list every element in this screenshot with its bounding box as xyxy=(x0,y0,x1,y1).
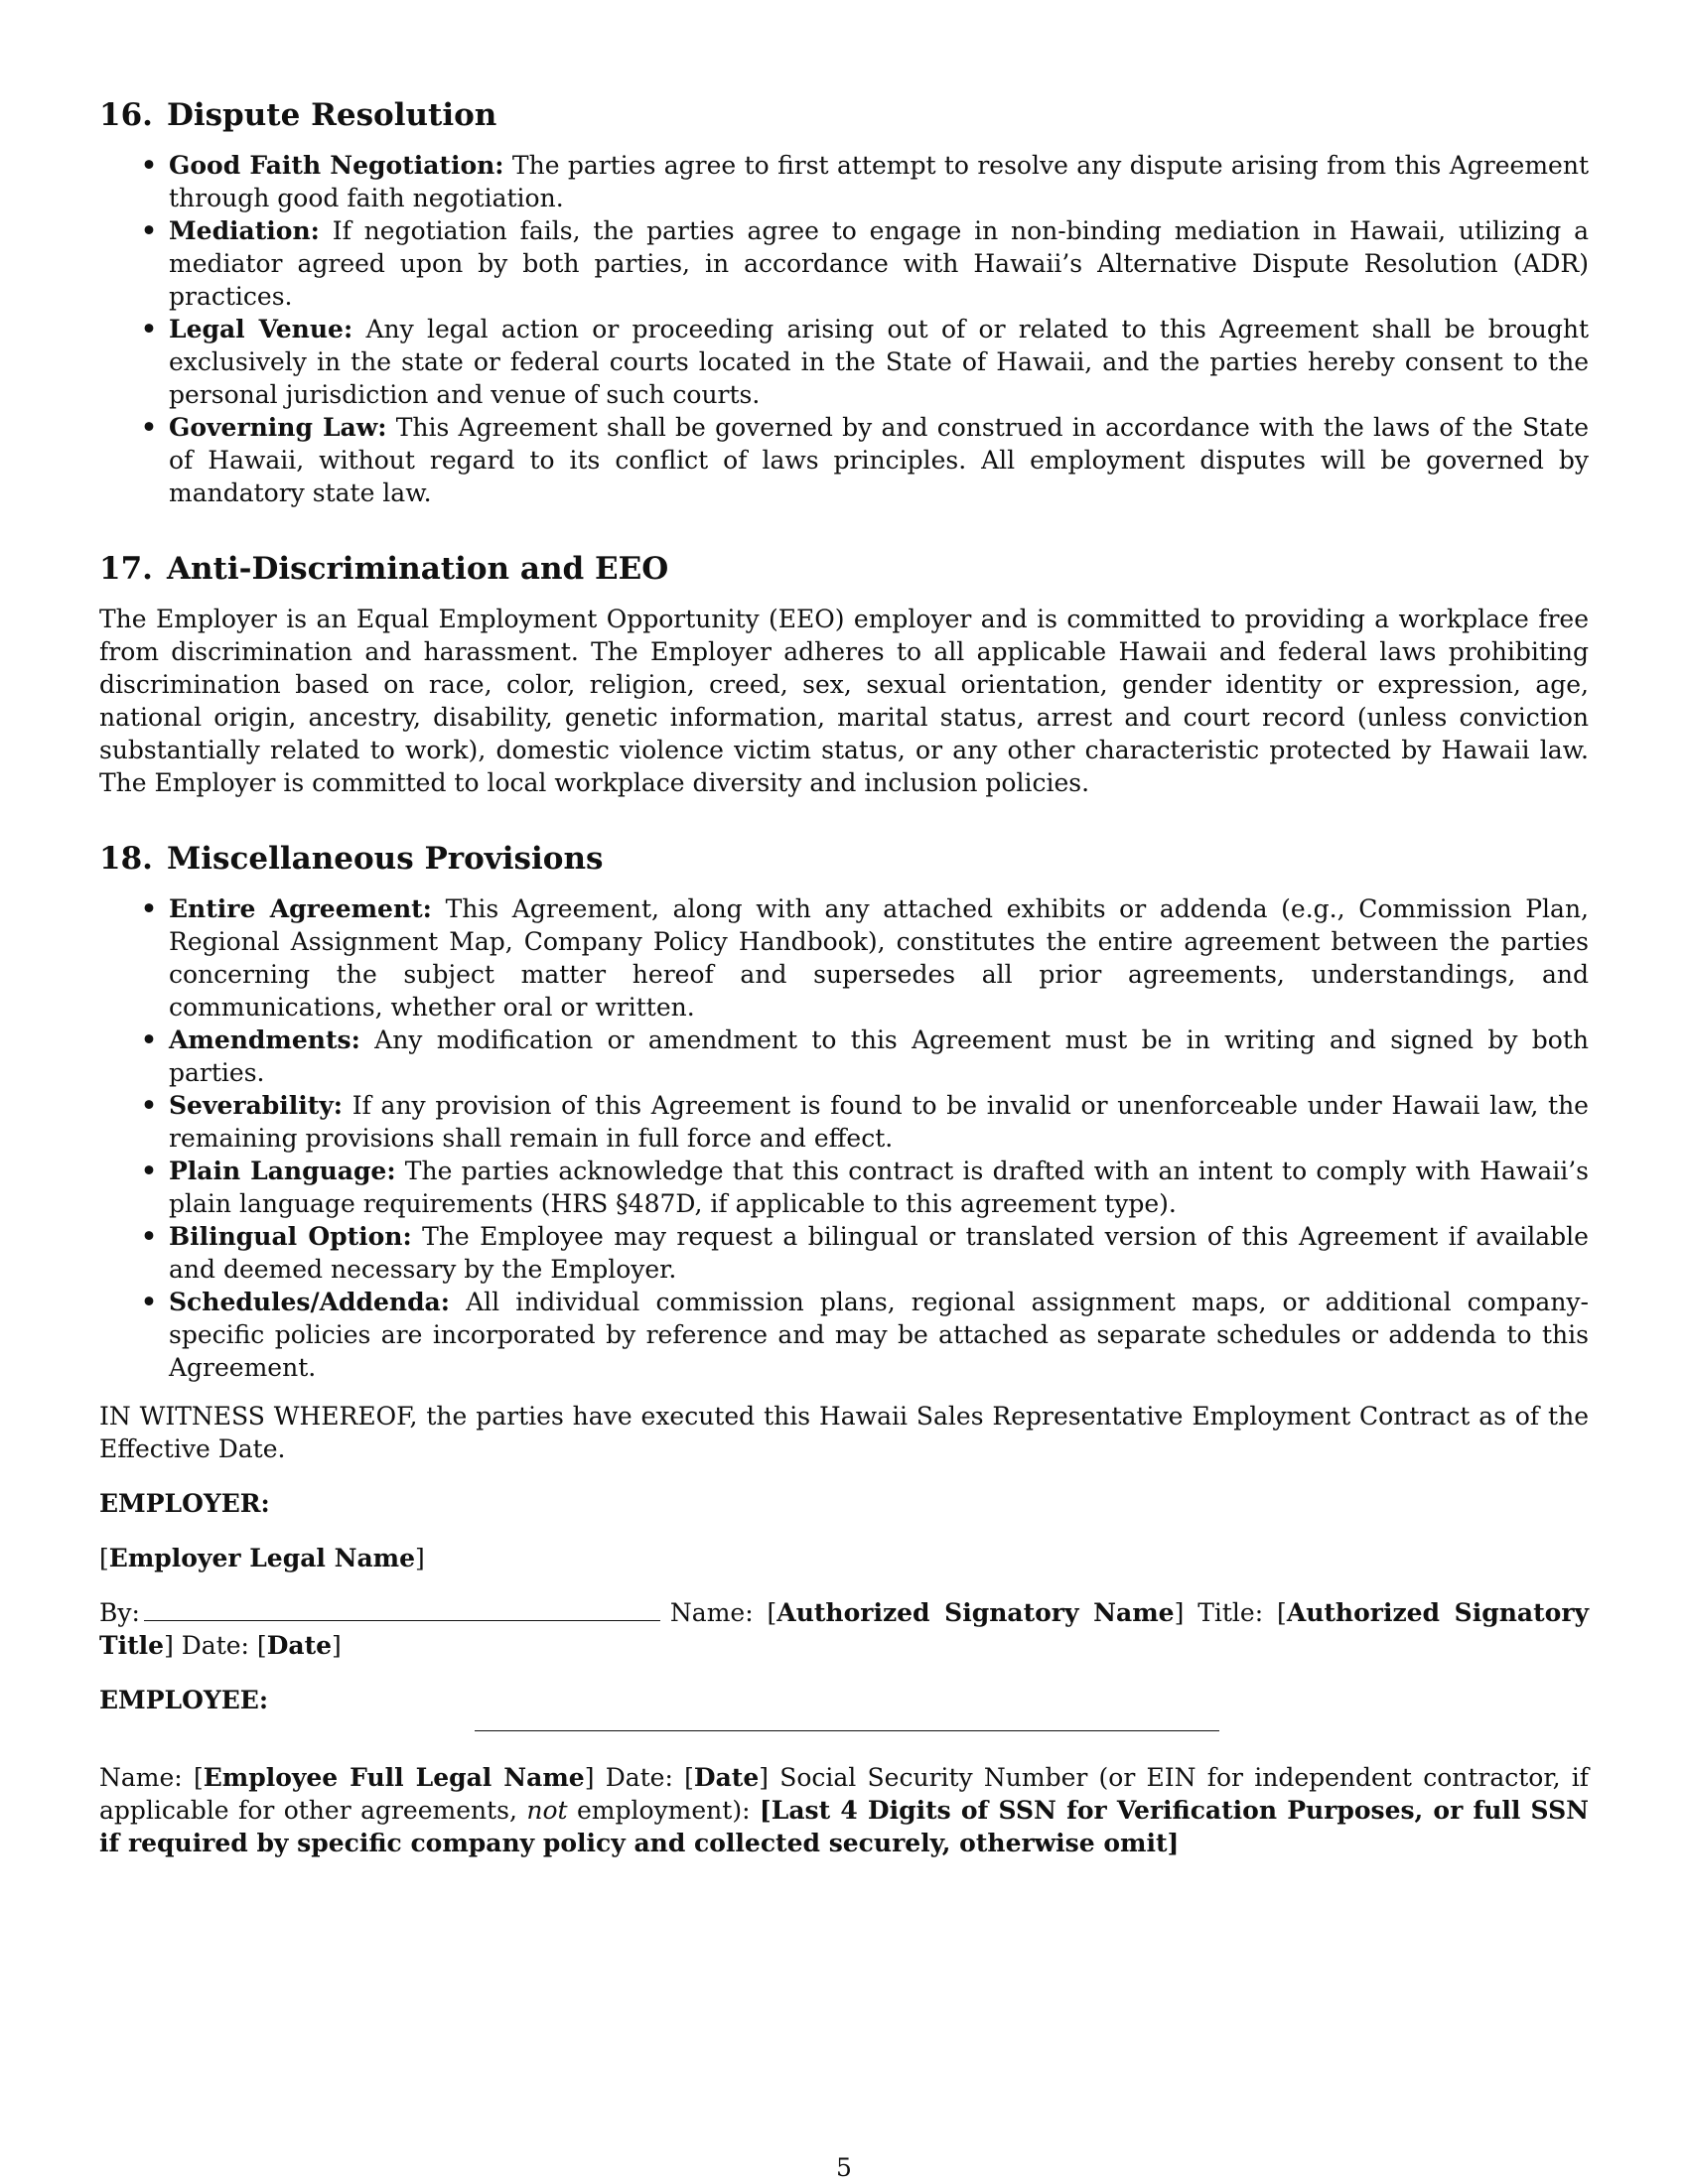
employee-date-value: Date xyxy=(693,1763,760,1792)
item-label: Entire Agreement: xyxy=(169,894,432,923)
item-label: Severability: xyxy=(169,1091,344,1120)
dispute-resolution-list xyxy=(99,149,1589,509)
item-text: All individual commission plans, regional assignment maps, or additional company-specific policies are incorporated by reference and may be attached as separate schedules or addenda to this Agreement. xyxy=(169,1288,1589,1382)
bullet-icon: • xyxy=(141,216,157,245)
item-text: This Agreement, along with any attached exhibits or addenda (e.g., Commission Plan, Regional Assignment Map, Company Policy Handbook), constitutes the entire agreement between the parties concerning the subject matter hereof and supersedes all prior agreements, understandings, and communications, whether oral or written. xyxy=(169,894,1589,1022)
signatory-name-value: Authorized Signatory Name xyxy=(776,1598,1175,1627)
ssn-label: Social Security Number (or EIN for independent contractor, if applicable for other agreements, xyxy=(99,1763,1589,1825)
list-item xyxy=(99,313,1589,411)
item-label: Bilingual Option: xyxy=(169,1222,412,1251)
section-title: Anti-Discrimination and EEO xyxy=(166,551,669,587)
ssn-value: Last 4 Digits of SSN for Verification Purposes, or full SSN if required by specific company policy and collected securely, otherwise omit xyxy=(99,1796,1589,1857)
list-item xyxy=(99,1089,1589,1155)
misc-provisions-list xyxy=(99,892,1589,1384)
item-label: Plain Language: xyxy=(169,1157,396,1185)
list-item xyxy=(99,1286,1589,1384)
list-item xyxy=(99,149,1589,214)
ssn-label-not: not xyxy=(526,1796,568,1825)
item-text: If negotiation fails, the parties agree to engage in non-binding mediation in Hawaii, utilizing a mediator agreed upon by both parties, in accordance with Hawaii’s Alternative Dispute Resolution (ADR) practices. xyxy=(169,216,1589,311)
witness-paragraph: IN WITNESS WHEREOF, the parties have executed this Hawaii Sales Representative Employment Contract as of the Effective Date. xyxy=(99,1402,1589,1463)
list-item xyxy=(99,214,1589,313)
document-page xyxy=(99,95,1589,1859)
item-text: This Agreement shall be governed by and construed in accordance with the laws of the State of Hawaii, without regard to its conflict of laws principles. All employment disputes will be governed by mandatory state law. xyxy=(169,413,1589,507)
section-title: Miscellaneous Provisions xyxy=(166,841,604,877)
employee-name-value: Employee Full Legal Name xyxy=(203,1763,585,1792)
employer-signature-block: By: Name: [Authorized Signatory Name] Title: [Authorized Signatory Title] Date: [Date] xyxy=(99,1598,1590,1660)
item-text: If any provision of this Agreement is found to be invalid or unenforceable under Hawaii law, the remaining provisions shall remain in full force and effect. xyxy=(169,1091,1589,1153)
list-item xyxy=(99,1220,1589,1286)
item-label: Legal Venue: xyxy=(169,315,353,343)
employee-name-label: Name: xyxy=(99,1763,183,1792)
signatory-title-value: Authorized Signatory Title xyxy=(99,1598,1590,1660)
bullet-icon: • xyxy=(141,1091,157,1120)
bullet-icon: • xyxy=(141,1025,157,1054)
date-label: Date: xyxy=(181,1631,249,1660)
item-label: Amendments: xyxy=(169,1025,360,1054)
item-label: Mediation: xyxy=(169,216,320,245)
employer-legal-name: [Employer Legal Name] xyxy=(99,1544,425,1572)
employer-signature-line[interactable] xyxy=(144,1598,660,1621)
employee-heading: EMPLOYEE: xyxy=(99,1686,269,1714)
bullet-icon: • xyxy=(141,1222,157,1251)
list-item xyxy=(99,411,1589,509)
item-text: Any modification or amendment to this Agreement must be in writing and signed by both parties. xyxy=(169,1025,1589,1087)
page-number: 5 xyxy=(836,2153,852,2182)
employee-details: Name: [Employee Full Legal Name] Date: [Date] Social Security Number (or EIN for independent contractor, if applicable for other agreements, not employment): [Last 4 Digits of SSN for Verification Purposes, or full SSN if required by specific company policy and collected securely, otherwise omit] xyxy=(99,1763,1589,1857)
by-label: By: xyxy=(99,1598,140,1627)
list-item xyxy=(99,892,1589,1024)
employee-signature-line[interactable] xyxy=(475,1730,1219,1731)
list-item xyxy=(99,1155,1589,1220)
item-text: Any legal action or proceeding arising out of or related to this Agreement shall be brought exclusively in the state or federal courts located in the State of Hawaii, and the parties hereby consent to the personal jurisdiction and venue of such courts. xyxy=(169,315,1590,409)
bullet-icon: • xyxy=(141,315,157,343)
employee-date-label: Date: xyxy=(605,1763,673,1792)
section-number: 16. xyxy=(99,97,153,133)
item-label: Governing Law: xyxy=(169,413,387,442)
bullet-icon: • xyxy=(141,894,157,923)
section-17-heading xyxy=(99,549,1589,589)
bullet-icon: • xyxy=(141,413,157,442)
employer-heading: EMPLOYER: xyxy=(99,1489,270,1518)
ssn-label-end: employment): xyxy=(577,1796,751,1825)
item-label: Good Faith Negotiation: xyxy=(169,151,504,180)
section-16-heading xyxy=(99,95,1589,135)
item-text: The parties acknowledge that this contract is drafted with an intent to comply with Hawaii’s plain language requirements (HRS §487D, if applicable to this agreement type). xyxy=(169,1157,1589,1218)
bullet-icon: • xyxy=(141,1288,157,1316)
item-text: The Employee may request a bilingual or translated version of this Agreement if available and deemed necessary by the Employer. xyxy=(169,1222,1589,1284)
item-label: Schedules/Addenda: xyxy=(169,1288,450,1316)
title-label: Title: xyxy=(1197,1598,1264,1627)
section-number: 17. xyxy=(99,551,153,587)
section-title: Dispute Resolution xyxy=(166,97,497,133)
bullet-icon: • xyxy=(141,151,157,180)
name-label: Name: xyxy=(669,1598,754,1627)
employer-legal-name-value: Employer Legal Name xyxy=(108,1544,416,1572)
list-item xyxy=(99,1024,1589,1089)
section-18-heading xyxy=(99,839,1589,879)
employer-date-value: Date xyxy=(266,1631,333,1660)
bullet-icon: • xyxy=(141,1157,157,1185)
item-text: The parties agree to first attempt to resolve any dispute arising from this Agreement through good faith negotiation. xyxy=(169,151,1589,212)
section-number: 18. xyxy=(99,841,153,877)
eeo-paragraph: The Employer is an Equal Employment Opportunity (EEO) employer and is committed to providing a workplace free from discrimination and harassment. The Employer adheres to all applicable Hawaii and federal laws prohibiting discrimination based on race, color, religion, creed, sex, sexual orientation, gender identity or expression, age, national origin, ancestry, disability, genetic information, marital status, arrest and court record (unless conviction substantially related to work), domestic violence victim status, or any other characteristic protected by Hawaii law. The Employer is committed to local workplace diversity and inclusion policies. xyxy=(99,605,1589,797)
